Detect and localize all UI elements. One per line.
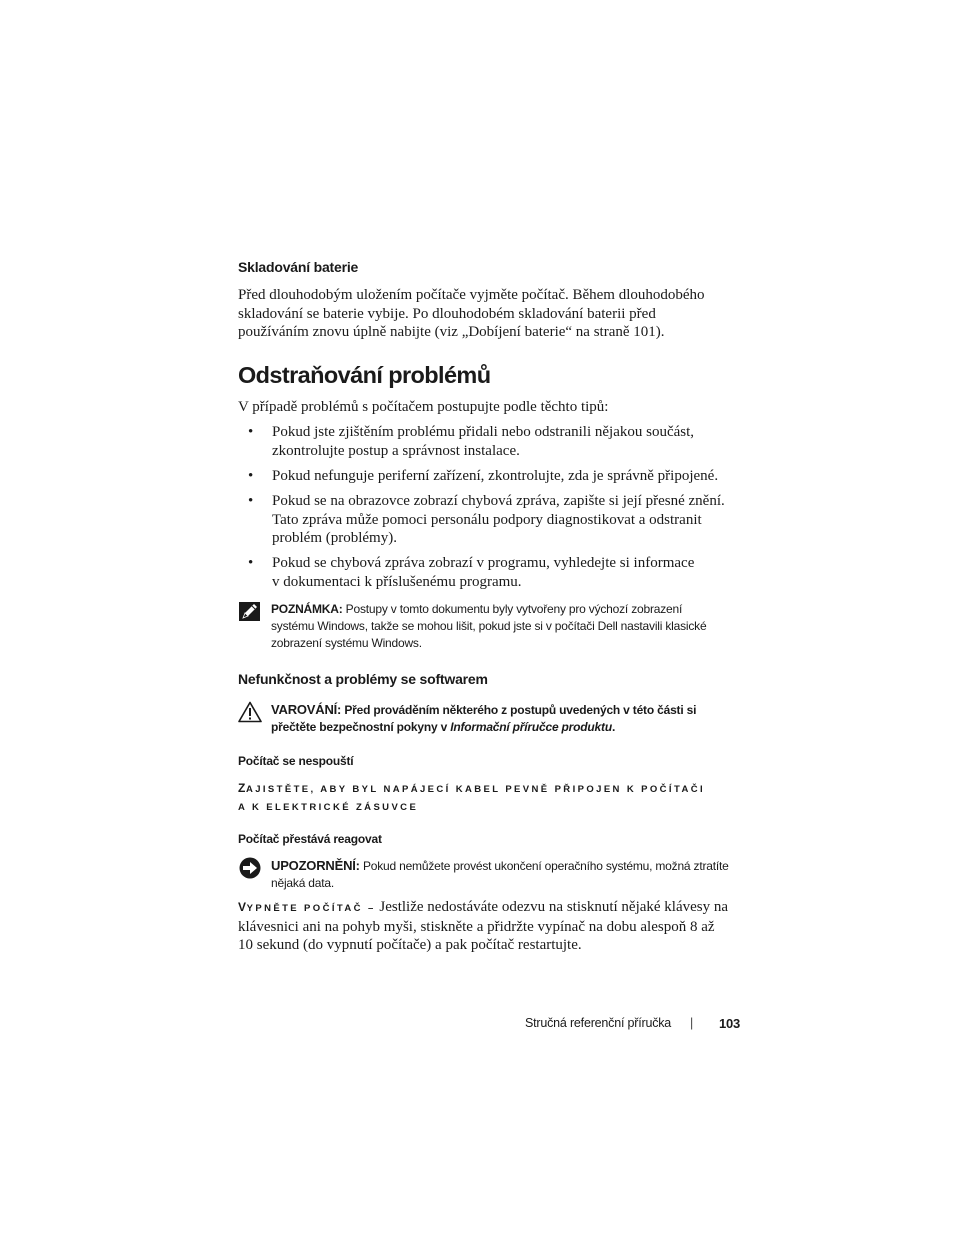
not-starting-step: [238, 779, 738, 817]
warning-box: [238, 701, 738, 737]
bullet-glyph: •: [248, 424, 254, 440]
storage-text-line: Před dlouhodobým uložením počítače vyjměte počítač. Během dlouhodobého: [238, 287, 705, 303]
tip-line: zkontrolujte postup a správnost instalace.: [272, 442, 520, 459]
troubleshooting-heading-wrap: [238, 362, 738, 389]
warning-doc-title: Informační příručce produktu: [450, 720, 612, 734]
storage-text-line: používáním znovu úplně nabijte (viz „Dobíjení baterie“ na straně 101).: [238, 324, 665, 341]
troubleshooting-intro: V případě problémů s počítačem postupujte podle těchto tipů:: [238, 399, 609, 415]
bullet-glyph: •: [248, 555, 254, 571]
warning-triangle-icon: [238, 701, 262, 723]
note-text: zobrazení systému Windows.: [271, 636, 422, 650]
footer-separator: |: [690, 1016, 694, 1030]
notice-text: Pokud nemůžete provést ukončení operačního systému, možná ztratíte: [359, 859, 729, 873]
not-responding-heading: Počítač přestává reagovat: [238, 832, 382, 846]
footer-title: Stručná referenční příručka: [525, 1016, 672, 1030]
warning-label: VAROVÁNÍ:: [271, 702, 342, 717]
step-text: 10 sekund (do vypnutí počítače) a pak počítač restartujte.: [238, 937, 582, 953]
notice-label: UPOZORNĚNÍ:: [271, 858, 360, 873]
not-starting-heading: Počítač se nespouští: [238, 754, 354, 768]
step-text: AJISTĚTE, ABY BYL NAPÁJECÍ KABEL PEVNĚ PŘIPOJEN K POČÍTAČI: [245, 784, 706, 795]
pencil-note-icon: [238, 601, 262, 623]
step-initial: V: [238, 900, 247, 914]
software-heading-wrap: [238, 671, 738, 687]
tip-line: Pokud se chybová zpráva zobrazí v programu, vyhledejte si informace: [272, 555, 695, 571]
storage-heading: Skladování baterie: [238, 259, 359, 275]
notice-box: [238, 857, 738, 893]
tip-line: Pokud se na obrazovce zobrazí chybová zpráva, zapište si její přesné znění.: [272, 493, 725, 509]
tip-line: Tato zpráva může pomoci personálu podpory diagnostikovat a odstranit: [272, 511, 702, 528]
step-text: klávesnici ani na pohyb myši, stiskněte a přidržte vypínač na dobu alespoň 8 až: [238, 919, 715, 935]
notice-arrow-icon: [238, 857, 262, 879]
note-label: POZNÁMKA:: [271, 602, 343, 616]
tip-line: Pokud nefunguje periferní zařízení, zkontrolujte, zda je správně připojené.: [272, 468, 719, 484]
warning-text: přečtěte bezpečnostní pokyny v: [271, 720, 451, 734]
tip-line: problém (problémy).: [272, 530, 397, 547]
page-number: 103: [719, 1016, 741, 1031]
storage-text: [238, 286, 738, 342]
bullet-glyph: •: [248, 468, 254, 484]
step-text: A K ELEKTRICKÉ ZÁSUVCE: [238, 802, 419, 813]
software-heading: Nefunkčnost a problémy se softwarem: [238, 671, 488, 687]
not-responding-heading-wrap: [238, 832, 738, 846]
step-initial: Z: [238, 781, 246, 795]
note-box: [238, 601, 738, 653]
not-starting-heading-wrap: [238, 754, 738, 768]
note-text: systému Windows, takže se mohou lišit, pokud jste si v počítači Dell nastavili klasické: [271, 619, 707, 633]
step-text: Jestliže nedostáváte odezvu na stisknutí nějaké klávesy na: [375, 899, 729, 915]
not-responding-step: [238, 898, 738, 954]
tip-line: Pokud jste zjištěním problému přidali nebo odstranili nějakou součást,: [272, 424, 695, 440]
troubleshooting-heading: Odstraňování problémů: [238, 362, 491, 388]
notice-text: nějaká data.: [271, 876, 334, 890]
bullet-glyph: •: [248, 493, 254, 509]
storage-section: [238, 259, 738, 275]
storage-text-line: skladování se baterie vybije. Po dlouhodobém skladování baterii před: [238, 305, 656, 322]
warning-text: Před prováděním některého z postupů uvedených v této části si: [341, 703, 697, 717]
tip-line: v dokumentaci k příslušenému programu.: [272, 573, 522, 590]
warning-text: .: [611, 720, 616, 734]
step-title: YPNĚTE POČÍTAČ –: [246, 903, 376, 914]
note-text: Postupy v tomto dokumentu byly vytvořeny pro výchozí zobrazení: [342, 602, 683, 616]
